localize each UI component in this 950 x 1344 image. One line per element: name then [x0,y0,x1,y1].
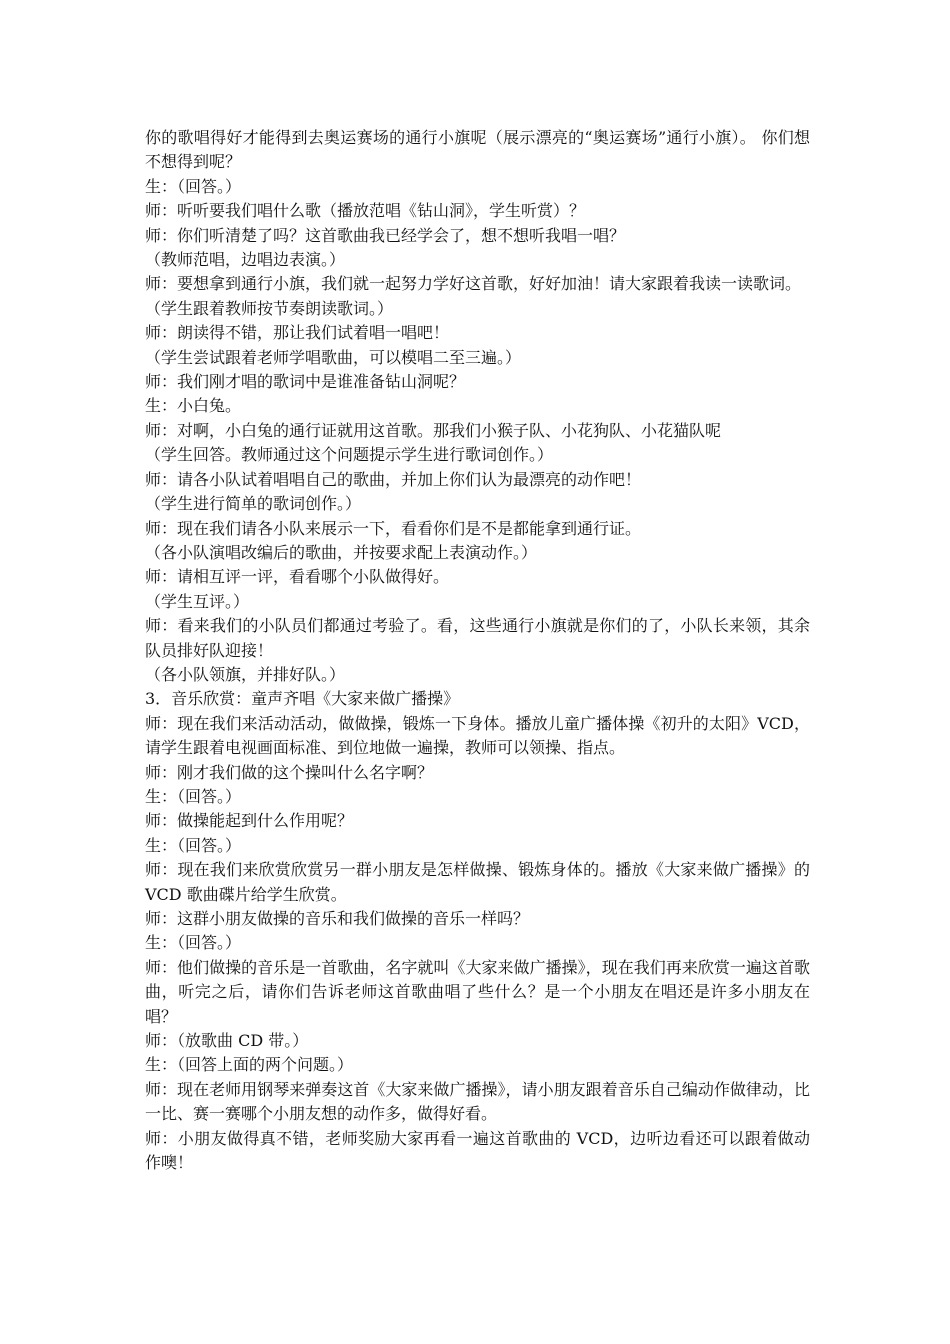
paragraph: 师：现在我们来活动活动，做做操，锻炼一下身体。播放儿童广播体操《初升的太阳》VCD，请学生跟着电视画面标准、到位地做一遍操，教师可以领操、指点。 [145,713,810,758]
paragraph: 生：（回答。） [145,176,242,196]
paragraph: 师：听听要我们唱什么歌（播放范唱《钻山洞》，学生听赏）？ [145,201,586,221]
paragraph: 师：请相互评一评，看看哪个小队做得好。 [145,567,450,587]
paragraph: （学生互评。） [145,591,250,611]
paragraph: 生：（回答。） [145,933,242,953]
paragraph: （各小队演唱改编后的歌曲，并按要求配上表演动作。） [145,542,538,562]
paragraph: 师：看来我们的小队员们都通过考验了。看，这些通行小旗就是你们的了，小队长来领，其余队员排好队迎接！ [145,616,810,660]
paragraph: 师：这群小朋友做操的音乐和我们做操的音乐一样吗？ [145,909,530,928]
paragraph: （学生尝试跟着老师学唱歌曲，可以模唱二至三遍。） [145,347,522,367]
paragraph: 师：朗读得不错，那让我们试着唱一唱吧！ [145,323,450,343]
paragraph: 师：我们刚才唱的歌词中是谁准备钻山洞呢？ [145,372,466,392]
paragraph: 师：你们听清楚了吗？这首歌曲我已经学会了，想不想听我唱一唱？ [145,225,626,245]
paragraph: 生：小白兔。 [145,396,242,416]
paragraph: 师：现在老师用钢琴来弹奏这首《大家来做广播操》，请小朋友跟着音乐自己编动作做律动，比一比、赛一赛哪个小朋友想的动作多，做得好看。 [145,1079,810,1124]
paragraph: 师：要想拿到通行小旗，我们就一起努力学好这首歌，好好加油！请大家跟着我读一读歌词。 [145,274,802,294]
paragraph: （各小队领旗，并排好队。） [145,664,346,684]
paragraph: （学生回答。教师通过这个问题提示学生进行歌词创作。） [145,445,554,465]
paragraph: 师：他们做操的音乐是一首歌曲，名字就叫《大家来做广播操》，现在我们再来欣赏一遍这首歌曲，听完之后，请你们告诉老师这首歌曲唱了些什么？是一个小朋友在唱还是许多小朋友在唱？ [145,957,810,1026]
paragraph: 生：（回答上面的两个问题。） [145,1055,354,1075]
paragraph: （学生跟着教师按节奏朗读歌词。） [145,298,394,318]
paragraph: 师：刚才我们做的这个操叫什么名字啊？ [145,762,434,782]
paragraph: 生：（回答。） [145,835,242,855]
paragraph: 师：小朋友做得真不错，老师奖励大家再看一遍这首歌曲的 VCD，边听边看还可以跟着做动作噢！ [145,1128,810,1173]
section-heading: 3．音乐欣赏：童声齐唱《大家来做广播操》 [145,689,460,709]
paragraph: 师：现在我们请各小队来展示一下，看看你们是不是都能拿到通行证。 [145,518,642,538]
paragraph: 生：（回答。） [145,786,242,806]
paragraph: 师：（放歌曲 CD 带。） [145,1031,309,1051]
paragraph: 师：请各小队试着唱唱自己的歌曲，并加上你们认为最漂亮的动作吧！ [145,469,642,489]
paragraph: 师：做操能起到什么作用呢？ [145,811,354,831]
paragraph: 师：对啊，小白兔的通行证就用这首歌。那我们小猴子队、小花狗队、小花猫队呢 [145,420,722,440]
paragraph: （学生进行简单的歌词创作。） [145,494,362,514]
paragraph: 师：现在我们来欣赏欣赏另一群小朋友是怎样做操、锻炼身体的。播放《大家来做广播操》的 VCD 歌曲碟片给学生欣赏。 [145,860,810,904]
paragraph: （教师范唱，边唱边表演。） [145,250,346,270]
paragraph: 你的歌唱得好才能得到去奥运赛场的通行小旗呢（展示漂亮的“奥运赛场”通行小旗）。 你们想不想得到呢？ [145,128,810,172]
document-body [145,126,810,1175]
